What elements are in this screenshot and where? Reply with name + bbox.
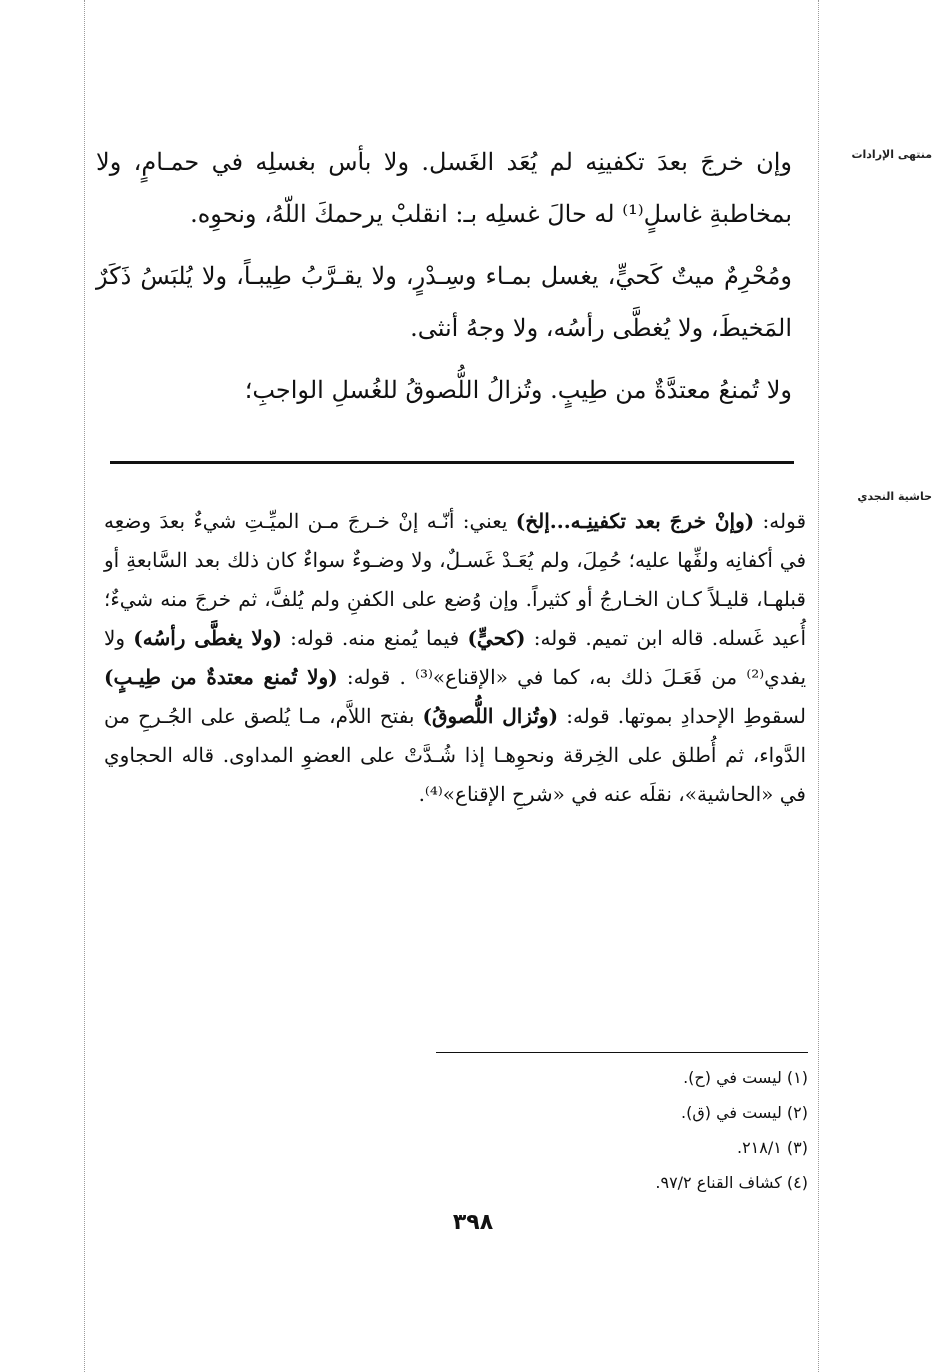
footnotes xyxy=(428,1060,808,1200)
main-paragraph: وإن خرجَ بعدَ تكفينِه لم يُعَد الغَسل. ولا بأس بغسلِه في حمـامٍ، ولا بمخاطبةِ غاسلٍ⁽¹⁾ له حالَ غسلِه بـ: انقلبْ يرحمكَ اللّهُ، ونحوِه. xyxy=(96,148,792,228)
quoted-phrase: (كحيٍّ) xyxy=(467,626,526,650)
footnote-divider xyxy=(436,1052,808,1053)
commentary-segment: قوله: xyxy=(754,509,807,533)
commentary-paragraph xyxy=(104,502,806,814)
main-paragraph: ولا تُمنعُ معتدَّةٌ من طِيبٍ. وتُزالُ اللُّصوقُ للغُسلِ الواجبِ؛ xyxy=(244,376,792,404)
page-frame-left xyxy=(84,0,85,1372)
footnote: (٣) ٢١٨/١. xyxy=(736,1138,808,1157)
commentary-segment: بفتح اللاَّم، مـا يُلصق على الجُـرحِ من الدَّواء، ثم أُطلق على الخِرقة ونحوِهـا إذا شُـدَّتْ على العضوِ المداوى. قاله الحجاوي في «الحاشية»، نقلَه عنه في «شرحِ الإقناع»⁽⁴⁾. xyxy=(104,704,806,806)
footnote: (٢) ليست في (ق). xyxy=(681,1103,808,1122)
commentary-segment: ولا يفدي⁽²⁾ من فَعَـلَ ذلك به، كما في «الإقناع»⁽³⁾ . قوله: xyxy=(104,626,807,689)
commentary-segment: فيما يُمنع منه. قوله: xyxy=(281,626,468,650)
commentary-text xyxy=(104,502,806,814)
page-frame-right xyxy=(818,0,819,1372)
commentary-segment: لسقوطِ الإحدادِ بموتها. قوله: xyxy=(558,704,806,728)
side-label-hashiya: حاشية النجدي xyxy=(857,490,932,503)
side-label-matn: منتهى الإرادات xyxy=(851,148,932,161)
main-text xyxy=(96,136,792,416)
quoted-phrase: (ولا تُمنع معتدةٌ من طِيـبٍ) xyxy=(104,665,338,689)
quoted-phrase: (وإنْ خرجَ بعد تكفينِـه...إلخ) xyxy=(515,509,755,533)
footnote: (٤) كشاف القناع ٩٧/٢. xyxy=(655,1173,808,1192)
section-divider xyxy=(110,461,794,464)
commentary-segment: يعني: أنّـه إنْ خـرجَ مـن الميِّـتِ شيءٌ بعدَ وضعِه في أكفانِه ولفِّها عليه؛ حُمِلَ، ولم يُعَـدْ غَسـلٌ، ولا وضـوءٌ سواءٌ كان ذلك بعد السَّابعةِ أو قبلهـا، قليـلاً كـان الخـارجُ أو كثيراً. وإن وُضع على الكفنِ ولم يُلفَّ، ثم خرجَ منه شيءٌ؛ أُعيد غَسله. قاله ابن تميم. قوله: xyxy=(104,509,806,650)
main-paragraph: ومُحْرِمٌ ميتٌ كَحيٍّ، يغسل بمـاء وسِـدْرٍ، ولا يقـرَّبُ طِيبـاً، ولا يُلبَسُ ذَكَرٌ المَخيطَ، ولا يُغطَّى رأسُه، ولا وجهُ أنثى. xyxy=(96,262,792,342)
footnote: (١) ليست في (ح). xyxy=(683,1068,808,1087)
quoted-phrase: (ولا يغطَّى رأسُه) xyxy=(133,626,282,650)
page-number: ٣٩٨ xyxy=(452,1210,494,1235)
quoted-phrase: (وتُزال اللُّصوقُ) xyxy=(422,704,559,728)
